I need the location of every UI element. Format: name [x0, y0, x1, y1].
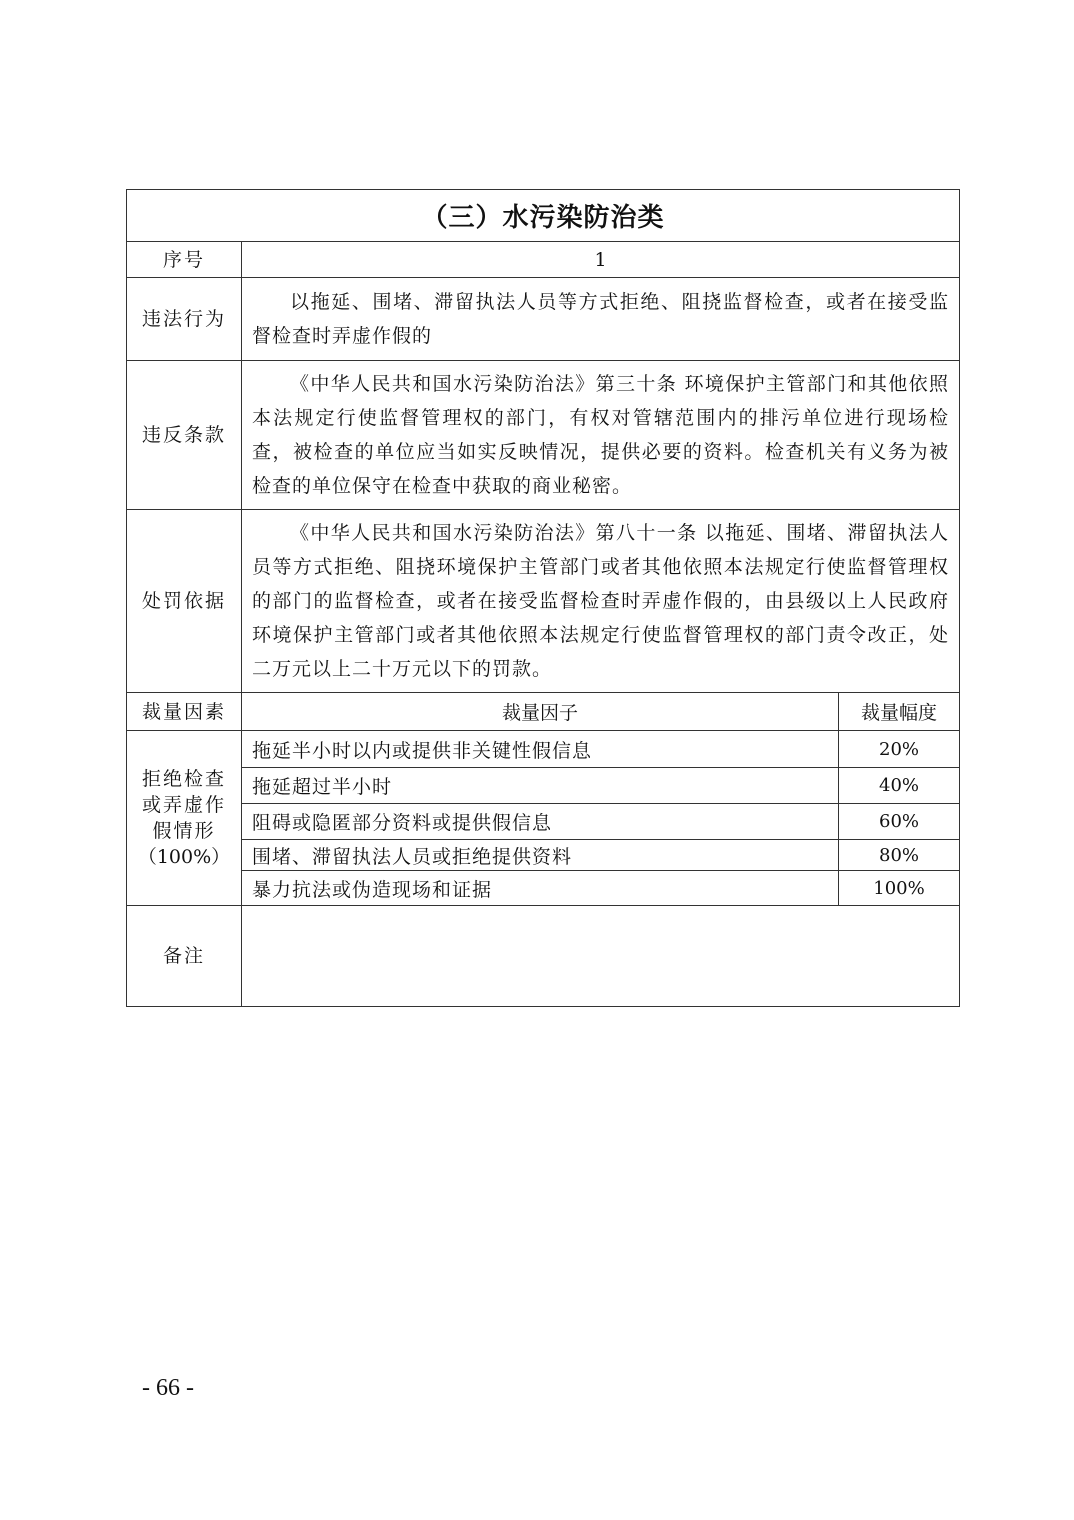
- violation-text: 以拖延、围堵、滞留执法人员等方式拒绝、阻挠监督检查，或者在接受监督检查时弄虚作假的: [252, 291, 950, 347]
- discretion-item-row: [127, 871, 960, 906]
- group-label-line: 或弄虚作: [141, 794, 226, 816]
- violated-clause-cell: [242, 361, 960, 510]
- discretion-group-label: [127, 731, 242, 906]
- discretion-factor: 拖延半小时以内或提供非关键性假信息: [242, 731, 839, 768]
- discretion-item-row: [127, 731, 960, 768]
- serial-row: [127, 242, 960, 278]
- discretion-range: 20%: [839, 731, 960, 768]
- discretion-factor: 暴力抗法或伪造现场和证据: [242, 871, 839, 906]
- discretion-factor: 阻碍或隐匿部分资料或提供假信息: [242, 804, 839, 840]
- discretion-range: 100%: [839, 871, 960, 906]
- serial-value: 1: [242, 242, 960, 278]
- discretion-range: 80%: [839, 840, 960, 871]
- discretion-item-row: [127, 840, 960, 871]
- penalty-basis-text: 《中华人民共和国水污染防治法》第八十一条 以拖延、围堵、滞留执法人员等方式拒绝、阻挠环境保护主管部门或者其他依照本法规定行使监督管理权的部门的监督检查，或者在接受监督检查时弄虚作假的，由县级以上人民政府环境保护主管部门或者其他依照本法规定行使监督管理权的部门责令改正，处二万元以上二十万元以下的罚款。: [252, 522, 950, 680]
- penalty-basis-row: [127, 510, 960, 693]
- violated-clause-text: 《中华人民共和国水污染防治法》第三十条 环境保护主管部门和其他依照本法规定行使监督管理权的部门，有权对管辖范围内的排污单位进行现场检查，被检查的单位应当如实反映情况，提供必要的资料。检查机关有义务为被检查的单位保守在检查中获取的商业秘密。: [252, 373, 950, 497]
- discretion-range-header: 裁量幅度: [839, 693, 960, 731]
- discretion-header-row: [127, 693, 960, 731]
- discretion-range: 60%: [839, 804, 960, 840]
- remarks-row: [127, 906, 960, 1007]
- discretion-item-header: 裁量因子: [242, 693, 839, 731]
- violated-clause-row: [127, 361, 960, 510]
- penalty-basis-label: 处罚依据: [127, 510, 242, 693]
- violation-label: 违法行为: [127, 278, 242, 361]
- group-label-line: 拒绝检查: [141, 768, 226, 790]
- discretion-factor-header: 裁量因素: [127, 693, 242, 731]
- group-label-line: （100%）: [137, 846, 231, 868]
- discretion-factor: 拖延超过半小时: [242, 768, 839, 804]
- group-label-line: 假情形: [152, 820, 216, 842]
- discretion-item-row: [127, 768, 960, 804]
- violated-clause-label: 违反条款: [127, 361, 242, 510]
- remarks-label: 备注: [127, 906, 242, 1007]
- penalty-table: [126, 189, 960, 1007]
- discretion-factor: 围堵、滞留执法人员或拒绝提供资料: [242, 840, 839, 871]
- violation-row: [127, 278, 960, 361]
- violation-cell: [242, 278, 960, 361]
- page-number: - 66 -: [142, 1375, 194, 1401]
- discretion-item-row: [127, 804, 960, 840]
- serial-label: 序号: [127, 242, 242, 278]
- title-row: [127, 190, 960, 242]
- penalty-basis-cell: [242, 510, 960, 693]
- discretion-range: 40%: [839, 768, 960, 804]
- remarks-value: [242, 906, 960, 1007]
- table-title: （三）水污染防治类: [127, 190, 960, 242]
